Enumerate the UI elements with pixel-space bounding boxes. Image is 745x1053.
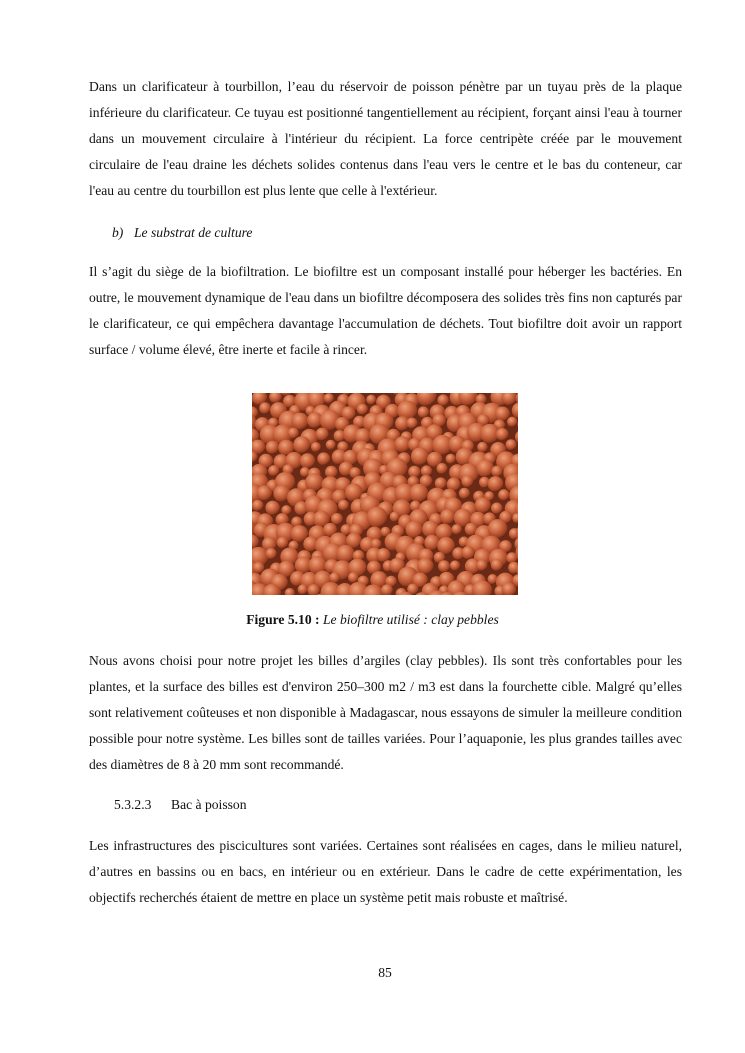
subheading-text: Le substrat de culture bbox=[134, 225, 253, 240]
figure-label: Figure 5.10 : bbox=[246, 612, 320, 627]
subheading-fish-tank bbox=[114, 795, 247, 815]
subheading-culture-substrate bbox=[112, 223, 252, 243]
paragraph-biofiltration: Il s’agit du siège de la biofiltration. Le biofiltre est un composant installé pour héberger les bactéries. En outre, le mouvement dynamique de l'eau dans un biofiltre décomposera des solides très fins non capturés par le clarificateur, ce qui empêchera davantage l'accumulation de déchets. Tout biofiltre doit avoir un rapport surface / volume élevé, être inerte et facile à rincer. bbox=[89, 264, 682, 357]
section-number: 5.3.2.3 bbox=[114, 797, 152, 812]
figure-caption bbox=[0, 611, 745, 629]
page-number: 85 bbox=[378, 965, 392, 980]
section-title: Bac à poisson bbox=[171, 797, 247, 812]
paragraph-clay-pebbles-choice: Nous avons choisi pour notre projet les billes d’argiles (clay pebbles). Ils sont très confortables pour les plantes, et la surface des billes est d'environ 250–300 m2 / m3 est dans la fourchette cible. Malgré qu’elles sont relativement coûteuses et non disponible à Madagascar, nous essayons de simuler la meilleure condition possible pour notre système. Les billes sont de tailles variées. Pour l’aquaponie, les plus grandes tailles avec des diamètres de 8 à 20 mm sont recommandé. bbox=[89, 653, 682, 772]
paragraph-fish-farming-infrastructure: Les infrastructures des piscicultures sont variées. Certaines sont réalisées en cages, dans le milieu naturel, d’autres en bassins ou en bacs, en intérieur ou en extérieur. Dans le cadre de cette expérimentation, les objectifs recherchés étaient de mettre en place un système petit mais robuste et maîtrisé. bbox=[89, 838, 682, 905]
figure-caption-text: Le biofiltre utilisé : clay pebbles bbox=[322, 612, 499, 627]
clay-pebbles-photo bbox=[252, 393, 518, 595]
paragraph-vortex-clarifier: Dans un clarificateur à tourbillon, l’eau du réservoir de poisson pénètre par un tuyau près de la plaque inférieure du clarificateur. Ce tuyau est positionné tangentiellement au récipient, forçant ainsi l'eau à tourner dans un mouvement circulaire à l'intérieur du récipient. La force centripète créée par le mouvement circulaire de l'eau draine les déchets solides contenus dans l'eau vers le centre et le bas du conteneur, car l'eau au centre du tourbillon est plus lente que celle à l'extérieur. bbox=[89, 79, 682, 198]
subheading-label: b) bbox=[112, 225, 124, 240]
